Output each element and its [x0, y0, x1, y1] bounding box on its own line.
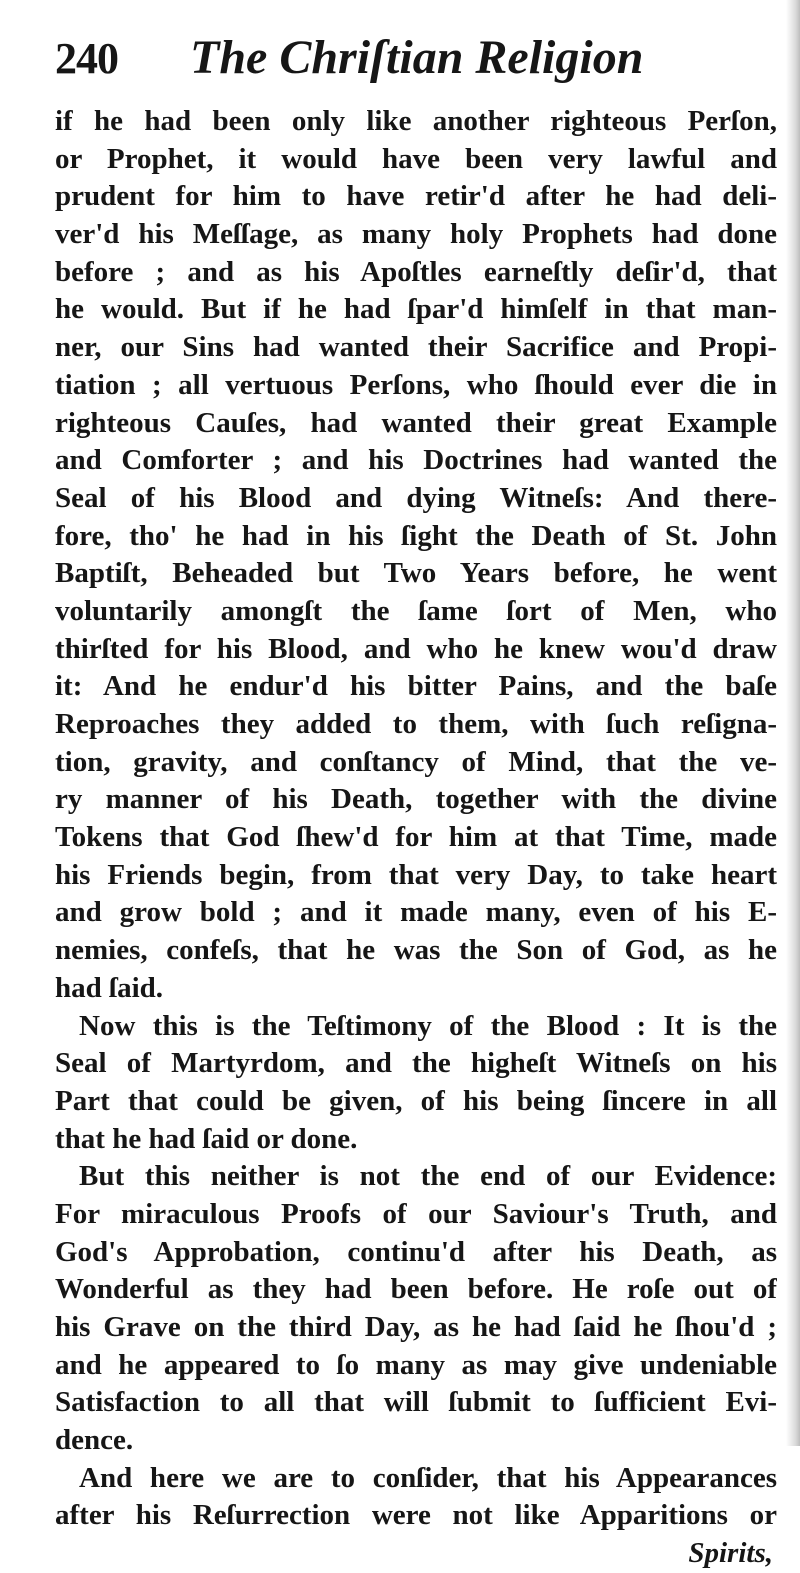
text-line: prudent for him to have retir'd after he had deli- — [55, 180, 777, 213]
running-title: The Chriſtian Religion — [190, 31, 644, 84]
text-line: Satisfaction to all that will ſubmit to ſufficient Evi- — [55, 1386, 777, 1419]
text-line: tiation ; all vertuous Perſons, who ſhould ever die in — [55, 368, 777, 401]
text-line: it: And he endur'd his bitter Pains, and the baſe — [55, 670, 777, 703]
text-line: But this neither is not the end of our Evidence: — [79, 1160, 777, 1193]
text-line: Now this is the Teſtimony of the Blood : It is the — [79, 1009, 777, 1042]
text-line: ner, our Sins had wanted their Sacrifice and Propi- — [55, 331, 777, 364]
text-line: his Friends begin, from that very Day, to take heart — [55, 858, 777, 891]
page-number: 240 — [55, 34, 118, 83]
text-line: fore, tho' he had in his ſight the Death of St. John — [55, 519, 777, 552]
text-line: and grow bold ; and it made many, even of his E- — [55, 896, 777, 929]
text-line: nemies, confeſs, that he was the Son of God, as he — [55, 934, 777, 967]
text-line: Tokens that God ſhew'd for him at that Time, made — [55, 821, 777, 854]
text-line: righteous Cauſes, had wanted their great Example — [55, 406, 777, 439]
text-line: voluntarily amongſt the ſame ſort of Men, who — [55, 594, 777, 627]
text-line: and he appeared to ſo many as may give undeniable — [55, 1348, 777, 1381]
text-line: Baptiſt, Beheaded but Two Years before, he went — [55, 557, 777, 590]
text-line: thirſted for his Blood, and who he knew wou'd draw — [55, 632, 777, 665]
text-line: Wonderful as they had been before. He roſe out of — [55, 1273, 777, 1306]
text-line: he would. But if he had ſpar'd himſelf in that man- — [55, 293, 777, 326]
text-line: Reproaches they added to them, with ſuch reſigna- — [55, 708, 777, 740]
text-line: after his Reſurrection were not like Apparitions or — [55, 1499, 777, 1532]
body-text — [55, 103, 777, 1573]
running-header — [55, 30, 643, 100]
text-line: tion, gravity, and conſtancy of Mind, that the ve- — [55, 745, 777, 778]
text-line: if he had been only like another righteous Perſon, — [55, 105, 777, 137]
page-edge-shadow — [786, 0, 800, 1446]
text-line: dence. — [55, 1424, 134, 1457]
text-line: that he had ſaid or done. — [55, 1122, 358, 1155]
text-line: his Grave on the third Day, as he had ſaid he ſhou'd ; — [55, 1311, 777, 1343]
text-line: and Comforter ; and his Doctrines had wanted the — [55, 444, 777, 477]
text-line: had ſaid. — [55, 971, 163, 1004]
text-line: ver'd his Meſſage, as many holy Prophets had done — [55, 218, 777, 251]
text-line: God's Approbation, continu'd after his Death, as — [55, 1235, 777, 1268]
text-line: For miraculous Proofs of our Saviour's Truth, and — [55, 1197, 777, 1230]
text-line: And here we are to conſider, that his Appearances — [79, 1461, 777, 1494]
text-line: Part that could be given, of his being ſincere in all — [55, 1084, 777, 1117]
text-line: or Prophet, it would have been very lawful and — [55, 142, 777, 175]
catchword: Spirits, — [688, 1537, 773, 1570]
text-line: before ; and as his Apoſtles earneſtly deſir'd, that — [55, 255, 777, 288]
text-line: ry manner of his Death, together with the divine — [55, 783, 777, 816]
text-line: Seal of Martyrdom, and the higheſt Witneſs on his — [55, 1047, 777, 1080]
text-line: Seal of his Blood and dying Witneſs: And there- — [55, 481, 777, 514]
